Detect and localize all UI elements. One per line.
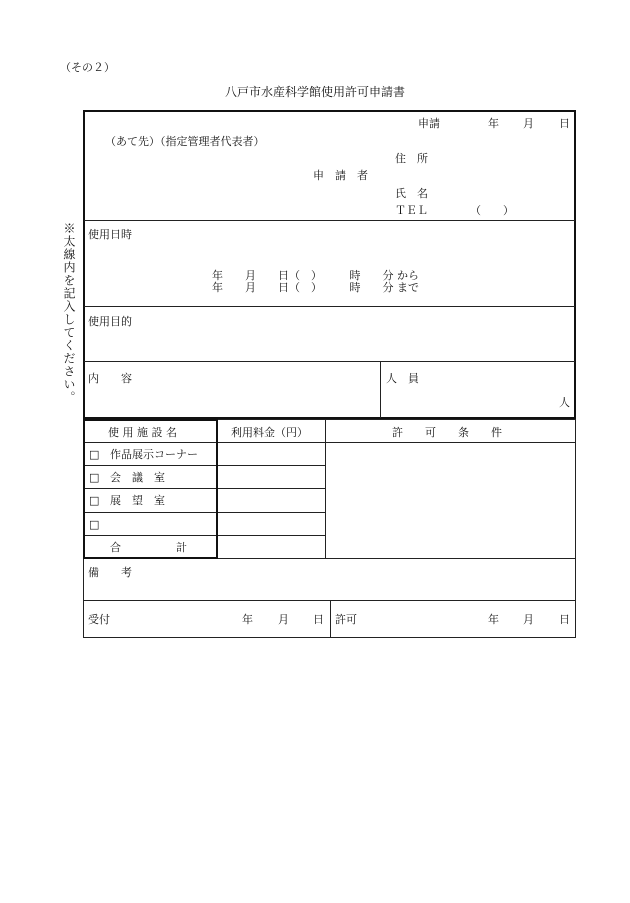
facility-item: 展 望 室 xyxy=(110,494,165,507)
permit-day: 日 xyxy=(559,613,570,626)
divider xyxy=(217,465,325,466)
application-year: 年 xyxy=(488,117,499,130)
name-label: 氏 名 xyxy=(395,187,428,200)
addressee: （あて先）（指定管理者代表者） xyxy=(105,135,265,148)
divider xyxy=(84,220,575,221)
divider xyxy=(380,361,381,418)
received-day: 日 xyxy=(313,613,324,626)
col-fee: 利用料金（円） xyxy=(231,426,308,439)
application-date-label: 申請 xyxy=(418,117,440,130)
divider xyxy=(217,535,325,536)
checkbox[interactable]: □ xyxy=(89,471,100,484)
divider xyxy=(217,442,575,443)
divider xyxy=(84,306,575,307)
permit-year: 年 xyxy=(488,613,499,626)
application-day: 日 xyxy=(559,117,570,130)
page-note: （その２） xyxy=(60,61,115,74)
side-note: ※太線内を記入してください。 xyxy=(62,222,76,404)
people-label: 人 員 xyxy=(386,372,419,385)
divider xyxy=(85,512,216,513)
checkbox[interactable]: □ xyxy=(89,518,100,531)
total-label: 合 計 xyxy=(110,541,187,554)
divider xyxy=(330,600,331,637)
tel-label: ＴＥＬ xyxy=(395,204,428,217)
divider xyxy=(85,442,216,443)
form-title: 八戸市水産科学館使用許可申請書 xyxy=(224,85,405,99)
content-label: 内 容 xyxy=(88,372,132,385)
divider xyxy=(85,465,216,466)
divider xyxy=(85,535,216,536)
applicant-label: 申 請 者 xyxy=(313,169,368,182)
remarks-label: 備 考 xyxy=(88,566,132,579)
received-year: 年 xyxy=(242,613,253,626)
permit-label: 許可 xyxy=(335,613,357,626)
applicant-section-frame xyxy=(83,110,576,419)
usage-datetime-to: 年 月 日（ ） 時 分 まで xyxy=(212,281,419,294)
people-unit: 人 xyxy=(559,396,570,409)
facility-item: 会 議 室 xyxy=(110,471,165,484)
received-label: 受付 xyxy=(88,613,110,626)
facility-item: 作品展示コーナー xyxy=(110,448,198,461)
checkbox[interactable]: □ xyxy=(89,494,100,507)
divider xyxy=(85,488,216,489)
divider xyxy=(217,488,325,489)
checkbox[interactable]: □ xyxy=(89,448,100,461)
tel-parens: （ ） xyxy=(470,204,514,217)
address-label: 住 所 xyxy=(395,152,428,165)
permit-month: 月 xyxy=(523,613,534,626)
divider xyxy=(217,512,325,513)
usage-datetime-label: 使用日時 xyxy=(88,228,132,241)
divider xyxy=(84,361,575,362)
facility-name-frame xyxy=(83,419,218,559)
col-facility-name: 使 用 施 設 名 xyxy=(108,426,177,439)
col-conditions: 許 可 条 件 xyxy=(392,426,502,439)
usage-datetime-from: 年 月 日（ ） 時 分 から xyxy=(212,269,419,282)
application-month: 月 xyxy=(523,117,534,130)
received-month: 月 xyxy=(278,613,289,626)
purpose-label: 使用目的 xyxy=(88,315,132,328)
divider xyxy=(325,419,326,559)
